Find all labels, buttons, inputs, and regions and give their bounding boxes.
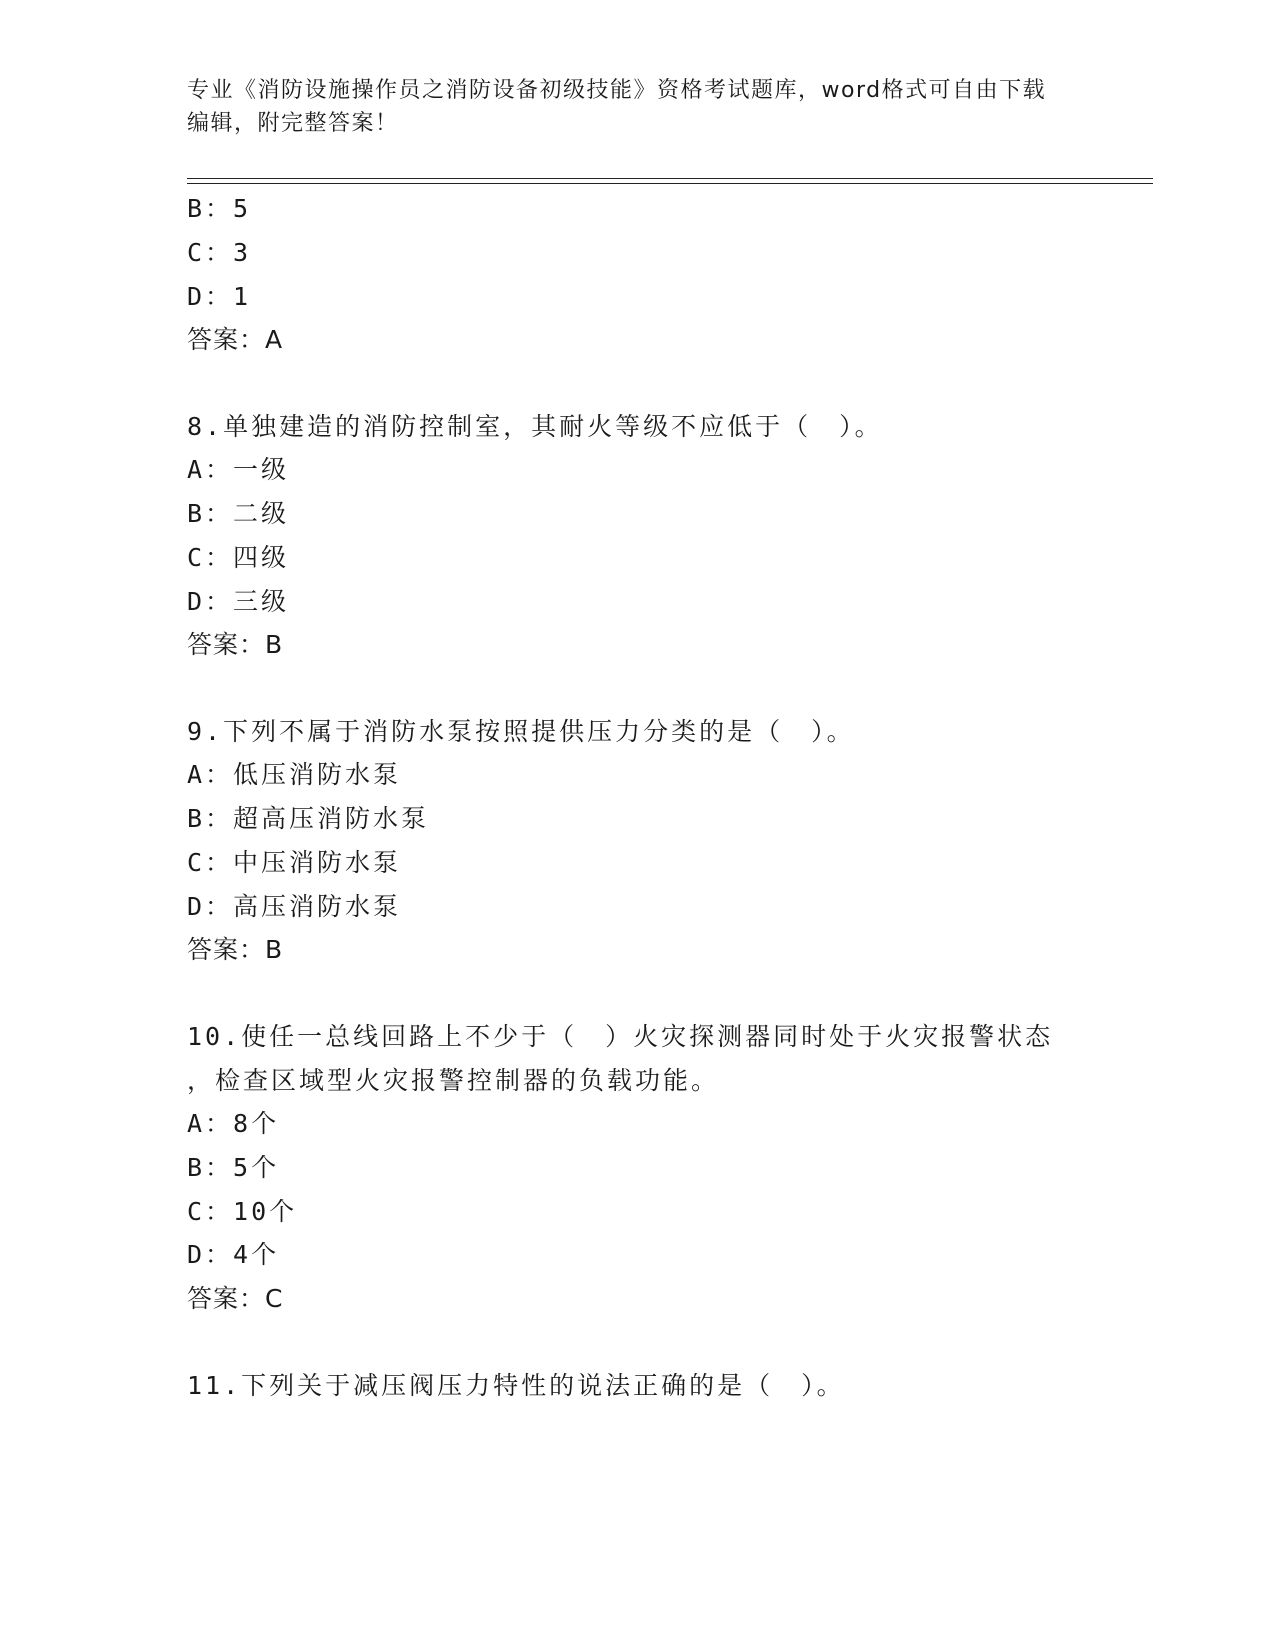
q10-option-a: A：8个 <box>187 1109 280 1138</box>
header-rule-bottom <box>187 183 1153 184</box>
q9-answer: 答案：B <box>187 935 284 964</box>
q10-option-b: B：5个 <box>187 1153 280 1182</box>
question-11-stem: 11.下列关于减压阀压力特性的说法正确的是（ ）。 <box>187 1371 845 1400</box>
q8-option-d: D：三级 <box>187 587 290 616</box>
question-10-stem-line2: ，检查区域型火灾报警控制器的负载功能。 <box>187 1066 720 1095</box>
q9-option-c: C：中压消防水泵 <box>187 848 402 877</box>
option-c: C：3 <box>187 238 252 267</box>
q10-option-c: C：10个 <box>187 1197 298 1226</box>
question-8-stem: 8.单独建造的消防控制室，其耐火等级不应低于（ ）。 <box>187 412 883 441</box>
q9-option-d: D：高压消防水泵 <box>187 892 402 921</box>
document-header: 专业《消防设施操作员之消防设备初级技能》资格考试题库，word格式可自由下载编辑，附完整答案！ <box>187 78 1047 136</box>
answer: 答案：A <box>187 325 284 354</box>
q8-option-a: A：一级 <box>187 455 290 484</box>
question-9-stem: 9.下列不属于消防水泵按照提供压力分类的是（ ）。 <box>187 717 855 746</box>
q8-option-b: B：二级 <box>187 499 290 528</box>
q9-option-a: A：低压消防水泵 <box>187 760 402 789</box>
q8-option-c: C：四级 <box>187 543 290 572</box>
q10-option-d: D：4个 <box>187 1240 280 1269</box>
option-b: B：5 <box>187 194 252 223</box>
q8-answer: 答案：B <box>187 630 284 659</box>
q9-option-b: B：超高压消防水泵 <box>187 804 430 833</box>
question-10-stem-line1: 10.使任一总线回路上不少于（ ）火灾探测器同时处于火灾报警状态 <box>187 1022 1054 1051</box>
header-rule-top <box>187 178 1153 179</box>
q10-answer: 答案：C <box>187 1284 284 1313</box>
option-d: D：1 <box>187 282 252 311</box>
